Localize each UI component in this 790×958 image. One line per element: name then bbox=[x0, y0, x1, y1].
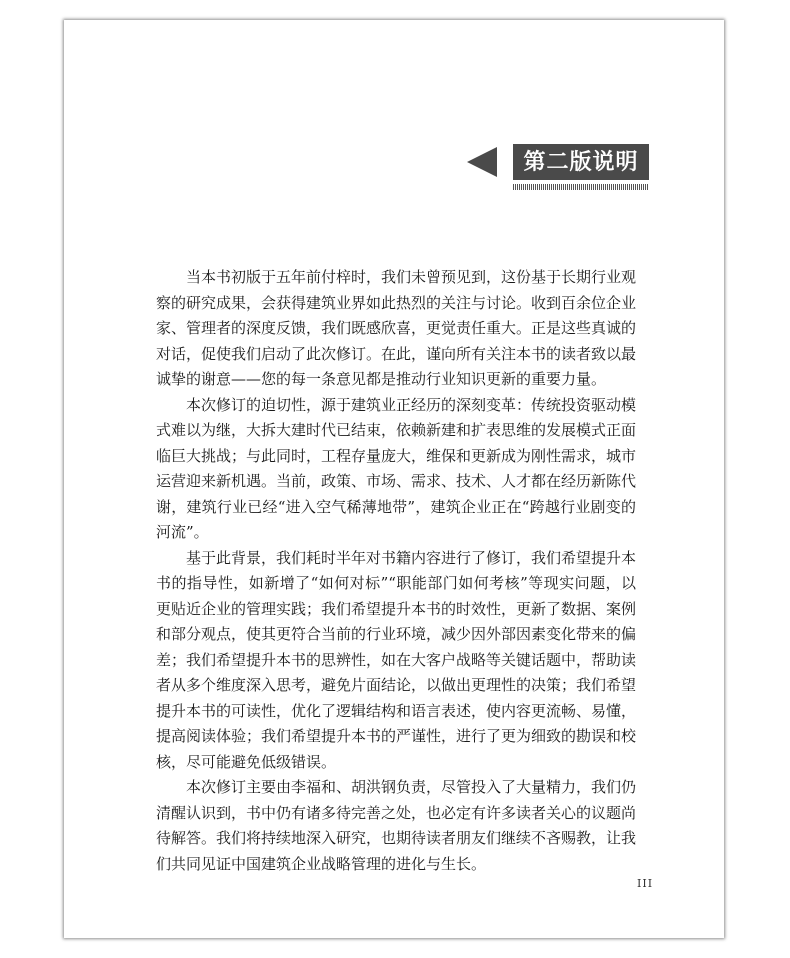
paragraph-4: 本次修订主要由李福和、胡洪钢负责，尽管投入了大量精力，我们仍清醒认识到，书中仍有诸多待完善之处，也必定有许多读者关心的议题尚待解答。我们将持续地深入研究，也期待读者朋友们继续不吝赐教，让我们共同见证中国建筑企业战略管理的进化与生长。 bbox=[156, 778, 637, 873]
paragraph-2: 本次修订的迫切性，源于建筑业正经历的深刻变革：传统投资驱动模式难以为继，大拆大建时代已结束，依赖新建和扩表思维的发展模式正面临巨大挑战；与此同时，工程存量庞大，维保和更新成为刚性需求，城市运营迎来新机遇。当前，政策、市场、需求、技术、人才都在经历新陈代谢，建筑行业已经“进入空气稀薄地带”，建筑企业正在“跨越行业剧变的河流”。 bbox=[156, 395, 637, 541]
book-page bbox=[64, 20, 724, 938]
paragraph-1: 当本书初版于五年前付梓时，我们未曾预见到，这份基于长期行业观察的研究成果，会获得建筑业界如此热烈的关注与讨论。收到百余位企业家、管理者的深度反馈，我们既感欣喜，更觉责任重大。正是这些真诚的对话，促使我们启动了此次修订。在此，谨向所有关注本书的读者致以最诚挚的谢意——您的每一条意见都是推动行业知识更新的重要力量。 bbox=[156, 268, 637, 388]
page-number: III bbox=[637, 877, 654, 890]
section-heading bbox=[467, 144, 647, 190]
body-text bbox=[156, 265, 636, 877]
heading-underline bbox=[513, 184, 649, 190]
heading-title: 第二版说明 bbox=[513, 144, 649, 180]
paragraph-3: 基于此背景，我们耗时半年对书籍内容进行了修订，我们希望提升本书的指导性，如新增了“如何对标”“职能部门如何考核”等现实问题，以更贴近企业的管理实践；我们希望提升本书的时效性，更新了数据、案例和部分观点，使其更符合当前的行业环境，减少因外部因素变化带来的偏差；我们希望提升本书的思辨性，如在大客户战略等关键话题中，帮助读者从多个维度深入思考，避免片面结论，以做出更理性的决策；我们希望提升本书的可读性，优化了逻辑结构和语言表述，使内容更流畅、易懂，提高阅读体验；我们希望提升本书的严谨性，进行了更为细致的勘误和校核，尽可能避免低级错误。 bbox=[156, 548, 637, 771]
heading-arrow-icon bbox=[467, 147, 497, 177]
